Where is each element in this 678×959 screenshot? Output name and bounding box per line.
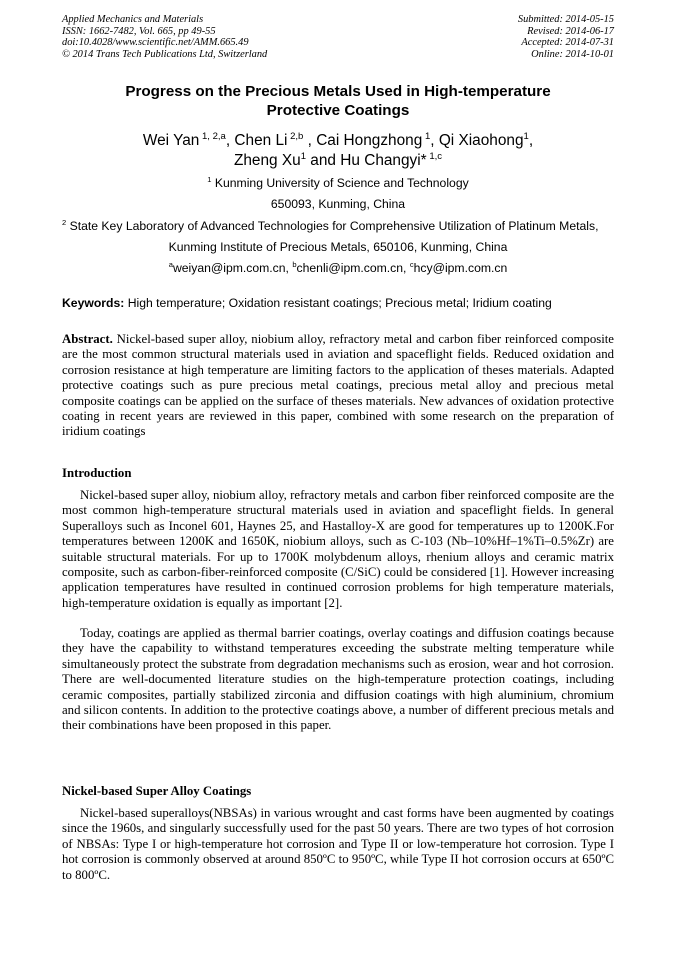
submitted-date: Submitted: 2014-05-15 bbox=[517, 14, 614, 25]
author-affiliation-sup: 1 bbox=[300, 150, 307, 162]
accepted-date: Accepted: 2014-07-31 bbox=[521, 37, 614, 49]
author-list bbox=[62, 131, 614, 171]
author-separator: , bbox=[225, 132, 235, 149]
author-separator: and bbox=[306, 152, 341, 169]
title-line-2: Protective Coatings bbox=[266, 102, 410, 119]
affiliation-1-name: Kunming University of Science and Technology bbox=[211, 176, 469, 190]
keywords-label: Keywords: bbox=[62, 296, 125, 310]
email-link[interactable]: weiyan@ipm.com.cn, bbox=[172, 261, 293, 275]
journal-header-right bbox=[518, 14, 614, 60]
email-link[interactable]: chenli@ipm.com.cn, bbox=[296, 261, 410, 275]
doi-line: doi:10.4028/www.scientific.net/AMM.665.49 bbox=[62, 37, 249, 49]
author-affiliation-sup: 1 bbox=[523, 130, 529, 142]
affiliation-1-sup: 1 bbox=[207, 174, 212, 184]
abstract-text: Nickel-based super alloy, niobium alloy, refractory metal and carbon fiber reinforced composite are the most common structural materials used in aviation and spaceflight fields. Reduced oxidation and corrosion resistance at high temperature are limiting factors to the application of theses materials. Adapted protective coatings such as pure precious metal coatings, precious metal alloy and precious metal composite coatings can be applied on the surface of theses materials. New advances of oxidation protective coating in recent years are reviewed in this paper, combined with some research on the preparation of iridium coatings bbox=[62, 332, 614, 439]
copyright-line: © 2014 Trans Tech Publications Ltd, Switzerland bbox=[62, 48, 268, 60]
affiliation-2 bbox=[62, 219, 614, 233]
author-separator: , bbox=[528, 132, 534, 149]
journal-header-left bbox=[62, 14, 267, 60]
author-affiliation-sup: 1 bbox=[422, 130, 431, 142]
author-separator: , bbox=[303, 132, 317, 149]
email-addresses bbox=[62, 261, 614, 275]
affiliation-1-address: 650093, Kunming, China bbox=[270, 197, 406, 211]
author-affiliation-sup: 1,c bbox=[426, 150, 443, 162]
revised-date: Revised: 2014-06-17 bbox=[527, 25, 614, 37]
keywords-text: High temperature; Oxidation resistant coatings; Precious metal; Iridium coating bbox=[124, 296, 552, 310]
affiliation-1 bbox=[62, 176, 614, 190]
abstract-label: Abstract. bbox=[62, 332, 113, 346]
author-affiliation-sup: 2,b bbox=[287, 130, 304, 142]
affiliation-2-address: Kunming Institute of Precious Metals, 650106, Kunming, China bbox=[168, 240, 508, 254]
author-name: Hu Changyi* bbox=[340, 152, 427, 169]
author-name: Chen Li bbox=[234, 132, 288, 149]
affiliation-2-sup: 2 bbox=[62, 217, 67, 227]
section-heading-nickel-coatings: Nickel-based Super Alloy Coatings bbox=[62, 784, 252, 798]
author-name: Wei Yan bbox=[142, 132, 200, 149]
email-sup: a bbox=[168, 259, 173, 269]
online-date: Online: 2014-10-01 bbox=[531, 48, 614, 60]
author-line-1 bbox=[62, 131, 614, 151]
author-line-2 bbox=[62, 151, 614, 171]
email-sup: c bbox=[409, 259, 414, 269]
email-sup: b bbox=[292, 259, 297, 269]
section-heading-introduction: Introduction bbox=[62, 466, 132, 480]
affiliation-2-name: State Key Laboratory of Advanced Technologies for Comprehensive Utilization of Platinum Metals, bbox=[66, 219, 599, 233]
intro-paragraph-1: Nickel-based super alloy, niobium alloy, refractory metals and carbon fiber reinforced composite are the most common high-temperature structural materials used in aviation and spaceflight fields. In general Superalloys such as Inconel 601, Haynes 25, and Hastalloy-X are good for temperatures up to 1200K.For temperatures between 1200K and 1650K, niobium alloys, such as C-103 (Nb–10%Hf–1%Ti–0.5%Zr) are suitable structural materials. For up to 1700K molybdenum alloys, rhenium alloys and ceramic matrix composite, such as carbon-fiber-reinforced composite (C/SiC) could be considered [1]. However increasing application temperatures have resulted in continued corrosion problems for high temperature materials, high-temperature oxidation is equally as important [2]. bbox=[62, 488, 614, 610]
title-line-1: Progress on the Precious Metals Used in High-temperature bbox=[125, 83, 551, 100]
author-name: Zheng Xu bbox=[233, 152, 301, 169]
paper-title bbox=[62, 82, 614, 120]
journal-name: Applied Mechanics and Materials bbox=[62, 14, 204, 25]
intro-paragraph-2: Today, coatings are applied as thermal barrier coatings, overlay coatings and diffusion coatings because they have the capability to withstand temperatures exceeding the substrate melting temperature while simultaneously protect the substrate from degradation mechanisms such as erosion, wear and hot corrosion. There are well-documented literature studies on the high-temperature protection coatings, including ceramic composites, partially stabilized zirconia and diffusion coatings with high aluminium, chromium and silicon contents. In addition to the protective coatings above, a number of different precious metals and their combinations have been proposed in this paper. bbox=[62, 626, 614, 733]
keywords bbox=[62, 296, 614, 310]
author-name: Cai Hongzhong bbox=[316, 132, 423, 149]
author-name: Qi Xiaohong bbox=[438, 132, 524, 149]
nickel-paragraph-1: Nickel-based superalloys(NBSAs) in various wrought and cast forms have been augmented by coatings since the 1960s, and singularly successfully used for the past 50 years. There are two types of hot corrosion of NBSAs: Type I or high-temperature hot corrosion and Type II or low-temperature hot corrosion. Type I hot corrosion is commonly observed at around 850ºC to 950ºC, while Type II hot corrosion occurs at 650ºC to 800ºC. bbox=[62, 806, 614, 882]
author-affiliation-sup: 1, 2,a bbox=[199, 130, 226, 142]
abstract bbox=[62, 332, 614, 440]
author-separator: , bbox=[430, 132, 439, 149]
email-link[interactable]: hcy@ipm.com.cn bbox=[413, 261, 508, 275]
issn-line: ISSN: 1662-7482, Vol. 665, pp 49-55 bbox=[62, 25, 216, 37]
